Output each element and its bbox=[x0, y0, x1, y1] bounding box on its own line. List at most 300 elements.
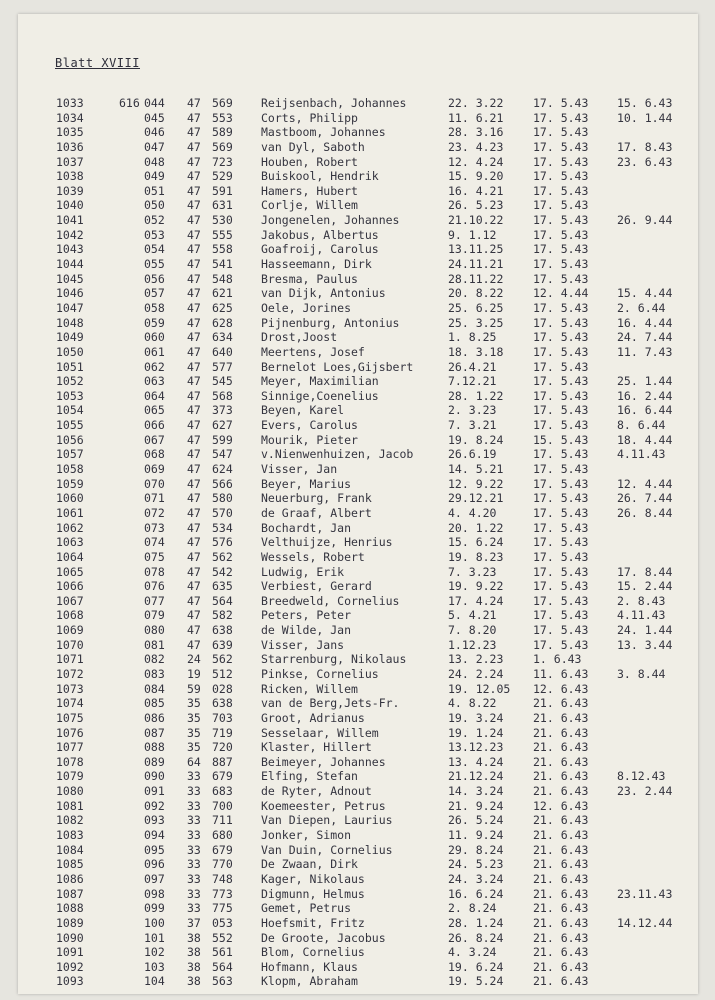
table-cell: Neuerburg, Frank bbox=[261, 491, 372, 506]
table-cell: 044 bbox=[144, 96, 165, 110]
table-row bbox=[0, 272, 715, 287]
table-cell: 529 bbox=[212, 169, 233, 184]
table-row bbox=[0, 813, 715, 828]
table-cell: 1047 bbox=[56, 300, 84, 315]
table-cell: 552 bbox=[212, 930, 233, 945]
table-cell: 17. 5.43 bbox=[533, 403, 589, 418]
table-cell: 14.12.44 bbox=[617, 915, 673, 930]
table-cell: Jonker, Simon bbox=[261, 828, 352, 843]
table-cell: 15. 4.44 bbox=[617, 286, 673, 301]
table-cell: 17. 5.43 bbox=[533, 593, 589, 608]
table-cell: 028 bbox=[212, 681, 233, 696]
table-cell: 060 bbox=[144, 330, 165, 345]
table-cell: 17. 5.43 bbox=[533, 300, 589, 315]
table-row bbox=[0, 726, 715, 741]
table-cell: 562 bbox=[212, 652, 233, 667]
table-cell: 15. 2.44 bbox=[617, 579, 673, 594]
table-cell: 621 bbox=[212, 286, 233, 301]
table-cell: 1058 bbox=[56, 462, 84, 477]
table-cell: 1078 bbox=[56, 754, 84, 769]
table-cell: 1066 bbox=[56, 579, 84, 594]
table-cell: 547 bbox=[212, 447, 233, 462]
table-row bbox=[0, 623, 715, 638]
table-cell: 052 bbox=[144, 213, 165, 228]
table-cell: 1057 bbox=[56, 447, 84, 462]
table-cell: 088 bbox=[144, 740, 165, 755]
table-cell: 058 bbox=[144, 300, 165, 315]
table-cell: 086 bbox=[144, 710, 165, 725]
table-cell: 24 bbox=[187, 652, 201, 667]
table-cell: 079 bbox=[144, 608, 165, 623]
table-cell: 591 bbox=[212, 183, 233, 198]
table-row bbox=[0, 901, 715, 916]
table-cell: 17. 5.43 bbox=[533, 315, 589, 330]
table-cell: 7. 3.23 bbox=[448, 564, 497, 579]
table-cell: van Dijk, Antonius bbox=[261, 286, 386, 301]
table-cell: 17. 5.43 bbox=[533, 374, 589, 389]
table-cell: 21.10.22 bbox=[448, 213, 504, 228]
table-cell: 719 bbox=[212, 725, 233, 740]
table-cell: 28. 1.24 bbox=[448, 915, 504, 930]
table-cell: 1087 bbox=[56, 886, 84, 901]
table-row bbox=[0, 491, 715, 506]
table-cell: 067 bbox=[144, 432, 165, 447]
table-cell: 530 bbox=[212, 213, 233, 228]
table-cell: 089 bbox=[144, 754, 165, 769]
table-cell: 094 bbox=[144, 828, 165, 843]
table-cell: 1041 bbox=[56, 213, 84, 228]
table-cell: 16. 4.21 bbox=[448, 183, 504, 198]
table-cell: 569 bbox=[212, 96, 233, 110]
table-cell: 562 bbox=[212, 549, 233, 564]
table-cell: 056 bbox=[144, 271, 165, 286]
table-cell: 564 bbox=[212, 959, 233, 974]
table-cell: 4.11.43 bbox=[617, 608, 666, 623]
table-cell: 22. 3.22 bbox=[448, 96, 504, 110]
table-cell: 26. 8.44 bbox=[617, 505, 673, 520]
table-cell: 24. 1.44 bbox=[617, 623, 673, 638]
table-cell: Pijnenburg, Antonius bbox=[261, 315, 400, 330]
table-cell: 061 bbox=[144, 344, 165, 359]
table-cell: 17. 5.43 bbox=[533, 169, 589, 184]
table-cell: 20. 1.22 bbox=[448, 520, 504, 535]
table-cell: Gemet, Petrus bbox=[261, 901, 352, 916]
table-cell: 19. 8.23 bbox=[448, 549, 504, 564]
table-cell: 64 bbox=[187, 754, 201, 769]
table-cell: 19. 8.24 bbox=[448, 432, 504, 447]
table-cell: 15. 6.24 bbox=[448, 535, 504, 550]
table-cell: 1093 bbox=[56, 974, 84, 989]
table-cell: 1037 bbox=[56, 154, 84, 169]
table-row bbox=[0, 784, 715, 799]
table-cell: 17. 5.43 bbox=[533, 535, 589, 550]
table-cell: 104 bbox=[144, 974, 165, 989]
table-row bbox=[0, 579, 715, 594]
table-cell: Meertens, Josef bbox=[261, 344, 365, 359]
table-cell: 47 bbox=[187, 198, 201, 213]
table-row bbox=[0, 301, 715, 316]
table-cell: 2. 8.43 bbox=[617, 593, 666, 608]
table-cell: 1061 bbox=[56, 505, 84, 520]
table-cell: 1088 bbox=[56, 901, 84, 916]
table-cell: 21. 6.43 bbox=[533, 740, 589, 755]
table-cell: 47 bbox=[187, 257, 201, 272]
table-cell: 577 bbox=[212, 359, 233, 374]
table-row bbox=[0, 140, 715, 155]
table-cell: 1051 bbox=[56, 359, 84, 374]
table-cell: 38 bbox=[187, 945, 201, 960]
table-cell: 21. 6.43 bbox=[533, 725, 589, 740]
table-cell: 47 bbox=[187, 183, 201, 198]
table-cell: Drost,Joost bbox=[261, 330, 338, 345]
table-cell: 19. 9.22 bbox=[448, 579, 504, 594]
table-cell: 21. 6.43 bbox=[533, 813, 589, 828]
table-cell: 074 bbox=[144, 535, 165, 550]
table-cell: 59 bbox=[187, 681, 201, 696]
table-cell: 1081 bbox=[56, 798, 84, 813]
table-cell: 570 bbox=[212, 505, 233, 520]
table-cell: 19. 5.24 bbox=[448, 974, 504, 989]
table-cell: 096 bbox=[144, 857, 165, 872]
table-cell: 47 bbox=[187, 110, 201, 125]
table-cell: 512 bbox=[212, 666, 233, 681]
table-cell: 700 bbox=[212, 798, 233, 813]
table-cell: 065 bbox=[144, 403, 165, 418]
table-row bbox=[0, 330, 715, 345]
table-cell: 624 bbox=[212, 462, 233, 477]
table-cell: 046 bbox=[144, 125, 165, 140]
table-cell: 045 bbox=[144, 110, 165, 125]
table-cell: 9. 1.12 bbox=[448, 227, 497, 242]
table-cell: 47 bbox=[187, 315, 201, 330]
table-cell: Groot, Adrianus bbox=[261, 710, 365, 725]
table-cell: 23. 2.44 bbox=[617, 784, 673, 799]
table-row bbox=[0, 740, 715, 755]
table-cell: 1050 bbox=[56, 344, 84, 359]
table-cell: 092 bbox=[144, 798, 165, 813]
table-cell: 47 bbox=[187, 242, 201, 257]
table-cell: 1049 bbox=[56, 330, 84, 345]
table-cell: 17. 5.43 bbox=[533, 623, 589, 638]
table-cell: 17. 5.43 bbox=[533, 344, 589, 359]
table-cell: 1075 bbox=[56, 710, 84, 725]
table-cell: Digmunn, Helmus bbox=[261, 886, 365, 901]
table-cell: Blom, Cornelius bbox=[261, 945, 365, 960]
table-row bbox=[0, 257, 715, 272]
table-cell: 35 bbox=[187, 740, 201, 755]
table-cell: 47 bbox=[187, 213, 201, 228]
table-cell: 17. 5.43 bbox=[533, 549, 589, 564]
table-cell: 15. 5.43 bbox=[533, 432, 589, 447]
table-cell: 1072 bbox=[56, 666, 84, 681]
table-cell: 627 bbox=[212, 418, 233, 433]
table-cell: 095 bbox=[144, 842, 165, 857]
table-cell: 569 bbox=[212, 139, 233, 154]
table-cell: 064 bbox=[144, 388, 165, 403]
table-cell: 17. 5.43 bbox=[533, 183, 589, 198]
table-cell: 47 bbox=[187, 447, 201, 462]
table-cell: Mourik, Pieter bbox=[261, 432, 358, 447]
table-cell: 534 bbox=[212, 520, 233, 535]
table-cell: 47 bbox=[187, 505, 201, 520]
table-cell: 16. 6.44 bbox=[617, 403, 673, 418]
table-cell: 3. 8.44 bbox=[617, 666, 666, 681]
table-cell: Houben, Robert bbox=[261, 154, 358, 169]
table-cell: 12. 4.44 bbox=[533, 286, 589, 301]
table-cell: de Graaf, Albert bbox=[261, 505, 372, 520]
table-cell: 1068 bbox=[56, 608, 84, 623]
table-cell: 1076 bbox=[56, 725, 84, 740]
table-cell: 1054 bbox=[56, 403, 84, 418]
table-cell: 33 bbox=[187, 871, 201, 886]
table-cell: 075 bbox=[144, 549, 165, 564]
table-row bbox=[0, 916, 715, 931]
table-cell: 083 bbox=[144, 666, 165, 681]
table-cell: 17. 5.43 bbox=[533, 447, 589, 462]
table-cell: 13. 2.23 bbox=[448, 652, 504, 667]
table-cell: 28. 1.22 bbox=[448, 388, 504, 403]
table-cell: Peters, Peter bbox=[261, 608, 352, 623]
table-cell: 564 bbox=[212, 593, 233, 608]
table-cell: Elfing, Stefan bbox=[261, 769, 358, 784]
table-cell: 47 bbox=[187, 520, 201, 535]
table-cell: 1064 bbox=[56, 549, 84, 564]
table-cell: 638 bbox=[212, 696, 233, 711]
table-cell: 1085 bbox=[56, 857, 84, 872]
table-cell: 17. 5.43 bbox=[533, 271, 589, 286]
table-cell: De Groote, Jacobus bbox=[261, 930, 386, 945]
table-cell: 1048 bbox=[56, 315, 84, 330]
table-cell: 11. 7.43 bbox=[617, 344, 673, 359]
table-cell: 13. 3.44 bbox=[617, 637, 673, 652]
table-cell: 680 bbox=[212, 828, 233, 843]
table-cell: Goafroij, Carolus bbox=[261, 242, 379, 257]
table-cell: 25. 3.25 bbox=[448, 315, 504, 330]
table-row bbox=[0, 169, 715, 184]
table-cell: 35 bbox=[187, 696, 201, 711]
table-cell: Hasseemann, Dirk bbox=[261, 257, 372, 272]
table-cell: 599 bbox=[212, 432, 233, 447]
table-row bbox=[0, 242, 715, 257]
table-cell: 16. 2.44 bbox=[617, 388, 673, 403]
table-cell: 050 bbox=[144, 198, 165, 213]
table-cell: 47 bbox=[187, 462, 201, 477]
table-cell: 635 bbox=[212, 579, 233, 594]
table-cell: 17. 5.43 bbox=[533, 110, 589, 125]
table-cell: 21. 6.43 bbox=[533, 930, 589, 945]
table-row bbox=[0, 945, 715, 960]
table-cell: 16. 6.24 bbox=[448, 886, 504, 901]
table-cell: Oele, Jorines bbox=[261, 300, 352, 315]
table-cell: 15. 9.20 bbox=[448, 169, 504, 184]
table-cell: 21. 6.43 bbox=[533, 901, 589, 916]
table-cell: 1089 bbox=[56, 915, 84, 930]
table-cell: 1044 bbox=[56, 257, 84, 272]
table-row bbox=[0, 799, 715, 814]
table-cell: 8. 6.44 bbox=[617, 418, 666, 433]
table-cell: 7. 8.20 bbox=[448, 623, 497, 638]
table-cell: 773 bbox=[212, 886, 233, 901]
table-cell: Sinnige,Coenelius bbox=[261, 388, 379, 403]
table-cell: 098 bbox=[144, 886, 165, 901]
table-cell: Visser, Jan bbox=[261, 462, 338, 477]
table-cell: 29.12.21 bbox=[448, 491, 504, 506]
table-cell: 17. 5.43 bbox=[533, 227, 589, 242]
table-cell: 085 bbox=[144, 696, 165, 711]
table-cell: 1073 bbox=[56, 681, 84, 696]
table-cell: 047 bbox=[144, 139, 165, 154]
table-cell: 17. 5.43 bbox=[533, 505, 589, 520]
table-cell: 17. 5.43 bbox=[533, 330, 589, 345]
table-cell: 683 bbox=[212, 784, 233, 799]
table-cell: 1063 bbox=[56, 535, 84, 550]
table-cell: 4. 4.20 bbox=[448, 505, 497, 520]
table-cell: 16. 4.44 bbox=[617, 315, 673, 330]
table-row bbox=[0, 316, 715, 331]
table-cell: 1.12.23 bbox=[448, 637, 497, 652]
table-cell: 17. 5.43 bbox=[533, 564, 589, 579]
table-cell: 1074 bbox=[56, 696, 84, 711]
table-cell: 19. 3.24 bbox=[448, 710, 504, 725]
table-cell: v.Nienwenhuizen, Jacob bbox=[261, 447, 414, 462]
table-cell: 47 bbox=[187, 637, 201, 652]
table-cell: 1086 bbox=[56, 871, 84, 886]
table-cell: 1038 bbox=[56, 169, 84, 184]
table-cell: 17. 5.43 bbox=[533, 96, 589, 110]
table-cell: 616 bbox=[119, 96, 140, 110]
page-title: Blatt XVIII bbox=[55, 56, 140, 70]
table-cell: Hofmann, Klaus bbox=[261, 959, 358, 974]
table-cell: 17. 5.43 bbox=[533, 359, 589, 374]
table-cell: 051 bbox=[144, 183, 165, 198]
table-cell: 47 bbox=[187, 432, 201, 447]
table-cell: 087 bbox=[144, 725, 165, 740]
table-cell: 628 bbox=[212, 315, 233, 330]
table-cell: 081 bbox=[144, 637, 165, 652]
table-cell: Koemeester, Petrus bbox=[261, 798, 386, 813]
table-row bbox=[0, 155, 715, 170]
table-cell: 28.11.22 bbox=[448, 271, 504, 286]
table-cell: 1040 bbox=[56, 198, 84, 213]
table-cell: 11. 6.21 bbox=[448, 110, 504, 125]
table-cell: Evers, Carolus bbox=[261, 418, 358, 433]
table-cell: 566 bbox=[212, 476, 233, 491]
table-cell: 048 bbox=[144, 154, 165, 169]
table-cell: 17. 5.43 bbox=[533, 418, 589, 433]
table-cell: 47 bbox=[187, 388, 201, 403]
table-cell: 625 bbox=[212, 300, 233, 315]
table-cell: Van Duin, Cornelius bbox=[261, 842, 393, 857]
table-cell: 057 bbox=[144, 286, 165, 301]
table-cell: Jongenelen, Johannes bbox=[261, 213, 400, 228]
table-cell: 11. 9.24 bbox=[448, 828, 504, 843]
table-cell: 049 bbox=[144, 169, 165, 184]
table-row bbox=[0, 843, 715, 858]
table-cell: 23. 6.43 bbox=[617, 154, 673, 169]
table-cell: Wessels, Robert bbox=[261, 549, 365, 564]
table-cell: 10. 1.44 bbox=[617, 110, 673, 125]
table-cell: 17. 5.43 bbox=[533, 388, 589, 403]
table-cell: 1035 bbox=[56, 125, 84, 140]
table-cell: 38 bbox=[187, 930, 201, 945]
table-row bbox=[0, 213, 715, 228]
table-cell: de Wilde, Jan bbox=[261, 623, 352, 638]
table-cell: 1059 bbox=[56, 476, 84, 491]
table-cell: 589 bbox=[212, 125, 233, 140]
table-cell: 576 bbox=[212, 535, 233, 550]
table-cell: 47 bbox=[187, 564, 201, 579]
table-cell: 099 bbox=[144, 901, 165, 916]
table-cell: 545 bbox=[212, 374, 233, 389]
register-table bbox=[0, 96, 715, 989]
table-cell: Pinkse, Cornelius bbox=[261, 666, 379, 681]
table-cell: 072 bbox=[144, 505, 165, 520]
table-cell: Bochardt, Jan bbox=[261, 520, 352, 535]
table-cell: 711 bbox=[212, 813, 233, 828]
table-cell: Hamers, Hubert bbox=[261, 183, 358, 198]
table-cell: 17. 5.43 bbox=[533, 491, 589, 506]
table-cell: 47 bbox=[187, 227, 201, 242]
table-row bbox=[0, 667, 715, 682]
table-cell: 17. 5.43 bbox=[533, 125, 589, 140]
table-cell: 47 bbox=[187, 300, 201, 315]
table-cell: 21. 6.43 bbox=[533, 696, 589, 711]
table-cell: 21. 6.43 bbox=[533, 784, 589, 799]
table-cell: 19 bbox=[187, 666, 201, 681]
table-cell: 5. 4.21 bbox=[448, 608, 497, 623]
table-cell: Ricken, Willem bbox=[261, 681, 358, 696]
table-cell: Visser, Jans bbox=[261, 637, 345, 652]
table-cell: 47 bbox=[187, 344, 201, 359]
table-cell: 723 bbox=[212, 154, 233, 169]
table-row bbox=[0, 286, 715, 301]
table-cell: 17. 5.43 bbox=[533, 154, 589, 169]
table-cell: Jakobus, Albertus bbox=[261, 227, 379, 242]
table-cell: Van Diepen, Laurius bbox=[261, 813, 393, 828]
table-cell: 12. 4.44 bbox=[617, 476, 673, 491]
table-cell: 24. 3.24 bbox=[448, 871, 504, 886]
table-row bbox=[0, 550, 715, 565]
table-cell: 4. 3.24 bbox=[448, 945, 497, 960]
table-cell: 20. 8.22 bbox=[448, 286, 504, 301]
table-cell: 21. 6.43 bbox=[533, 842, 589, 857]
table-cell: 26.4.21 bbox=[448, 359, 497, 374]
table-row bbox=[0, 389, 715, 404]
table-cell: 47 bbox=[187, 330, 201, 345]
table-cell: 638 bbox=[212, 623, 233, 638]
table-row bbox=[0, 462, 715, 477]
table-cell: 47 bbox=[187, 535, 201, 550]
table-cell: 548 bbox=[212, 271, 233, 286]
table-row bbox=[0, 198, 715, 213]
table-cell: 1062 bbox=[56, 520, 84, 535]
table-cell: 21. 6.43 bbox=[533, 828, 589, 843]
table-cell: 17. 5.43 bbox=[533, 462, 589, 477]
table-cell: Beyer, Marius bbox=[261, 476, 352, 491]
table-cell: 1045 bbox=[56, 271, 84, 286]
table-cell: 1052 bbox=[56, 374, 84, 389]
table-cell: 770 bbox=[212, 857, 233, 872]
table-cell: 1046 bbox=[56, 286, 84, 301]
table-cell: 1034 bbox=[56, 110, 84, 125]
table-cell: Beyen, Karel bbox=[261, 403, 345, 418]
table-cell: Velthuijze, Henrius bbox=[261, 535, 393, 550]
table-row bbox=[0, 506, 715, 521]
table-row bbox=[0, 374, 715, 389]
table-cell: 8.12.43 bbox=[617, 769, 666, 784]
table-cell: Beimeyer, Johannes bbox=[261, 754, 386, 769]
table-cell: Klopm, Abraham bbox=[261, 974, 358, 989]
